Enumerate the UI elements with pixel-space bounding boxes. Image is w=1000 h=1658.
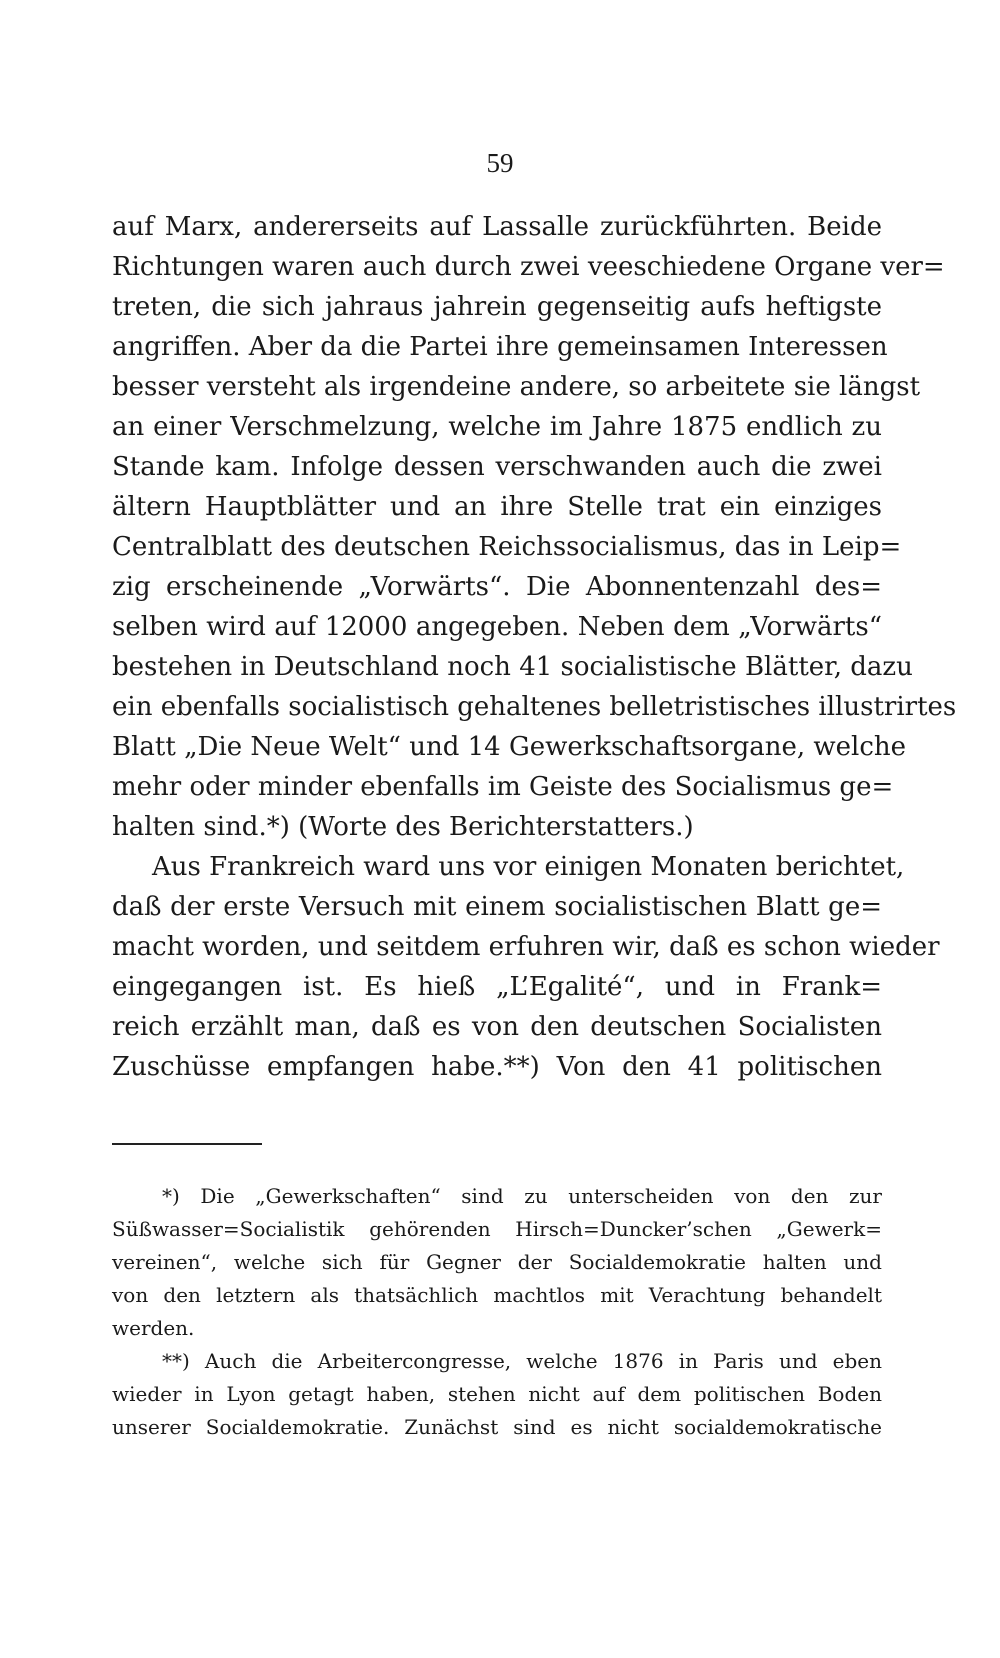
page-number: 59 <box>486 148 514 178</box>
body-line: Centralblatt des deutschen Reichssocialismus, das in Leip= <box>112 532 902 562</box>
footnote-line: *) Die „Gewerkschaften“ sind zu unterscheiden von den zur <box>162 1184 882 1208</box>
footnote-line: Süßwasser=Socialistik gehörenden Hirsch=Duncker’schen „Gewerk= <box>112 1217 882 1241</box>
body-text <box>112 207 957 1087</box>
body-line: an einer Verschmelzung, welche im Jahre 1875 endlich zu <box>112 412 882 442</box>
body-line: selben wird auf 12000 angegeben. Neben dem „Vorwärts“ <box>112 612 882 642</box>
footnote-line: wieder in Lyon getagt haben, stehen nicht auf dem politischen Boden <box>112 1382 882 1406</box>
footnote-line: vereinen“, welche sich für Gegner der Socialdemokratie halten und <box>112 1250 882 1274</box>
body-line: halten sind.*) (Worte des Berichterstatters.) <box>112 812 694 842</box>
body-line: macht worden, und seitdem erfuhren wir, daß es schon wieder <box>112 932 940 962</box>
body-line: ein ebenfalls socialistisch gehaltenes belletristisches illustrirtes <box>112 692 957 722</box>
body-line: zig erscheinende „Vorwärts“. Die Abonnentenzahl des= <box>112 572 882 602</box>
body-line: Richtungen waren auch durch zwei veeschiedene Organe ver= <box>112 252 945 282</box>
body-line: Blatt „Die Neue Welt“ und 14 Gewerkschaftsorgane, welche <box>112 732 907 762</box>
body-line: Zuschüsse empfangen habe.**) Von den 41 politischen <box>112 1052 882 1082</box>
body-line: eingegangen ist. Es hieß „L’Egalité“, und in Frank= <box>112 972 882 1002</box>
body-line: Aus Frankreich ward uns vor einigen Monaten berichtet, <box>152 852 905 882</box>
body-line: auf Marx, andererseits auf Lassalle zurückführten. Beide <box>112 212 882 242</box>
body-line: Stande kam. Infolge dessen verschwanden auch die zwei <box>112 452 882 482</box>
footnote-line: unserer Socialdemokratie. Zunächst sind es nicht socialdemokratische <box>112 1415 882 1439</box>
body-line: besser versteht als irgendeine andere, so arbeitete sie längst <box>112 372 921 402</box>
body-line: reich erzählt man, daß es von den deutschen Socialisten <box>112 1012 882 1042</box>
footnotes <box>112 1180 882 1444</box>
body-line: daß der erste Versuch mit einem socialistischen Blatt ge= <box>112 892 882 922</box>
body-line: ältern Hauptblätter und an ihre Stelle trat ein einziges <box>112 492 882 522</box>
footnote-line: **) Auch die Arbeitercongresse, welche 1876 in Paris und eben <box>162 1349 882 1373</box>
body-line: mehr oder minder ebenfalls im Geiste des Socialismus ge= <box>112 772 894 802</box>
body-line: angriffen. Aber da die Partei ihre gemeinsamen Interessen <box>112 332 888 362</box>
body-line: treten, die sich jahraus jahrein gegenseitig aufs heftigste <box>112 292 882 322</box>
footnote-line: von den letztern als thatsächlich machtlos mit Verachtung behandelt <box>112 1283 882 1307</box>
footnote-divider <box>112 1143 262 1145</box>
body-line: bestehen in Deutschland noch 41 socialistische Blätter, dazu <box>112 652 913 682</box>
footnote-line: werden. <box>112 1316 195 1340</box>
